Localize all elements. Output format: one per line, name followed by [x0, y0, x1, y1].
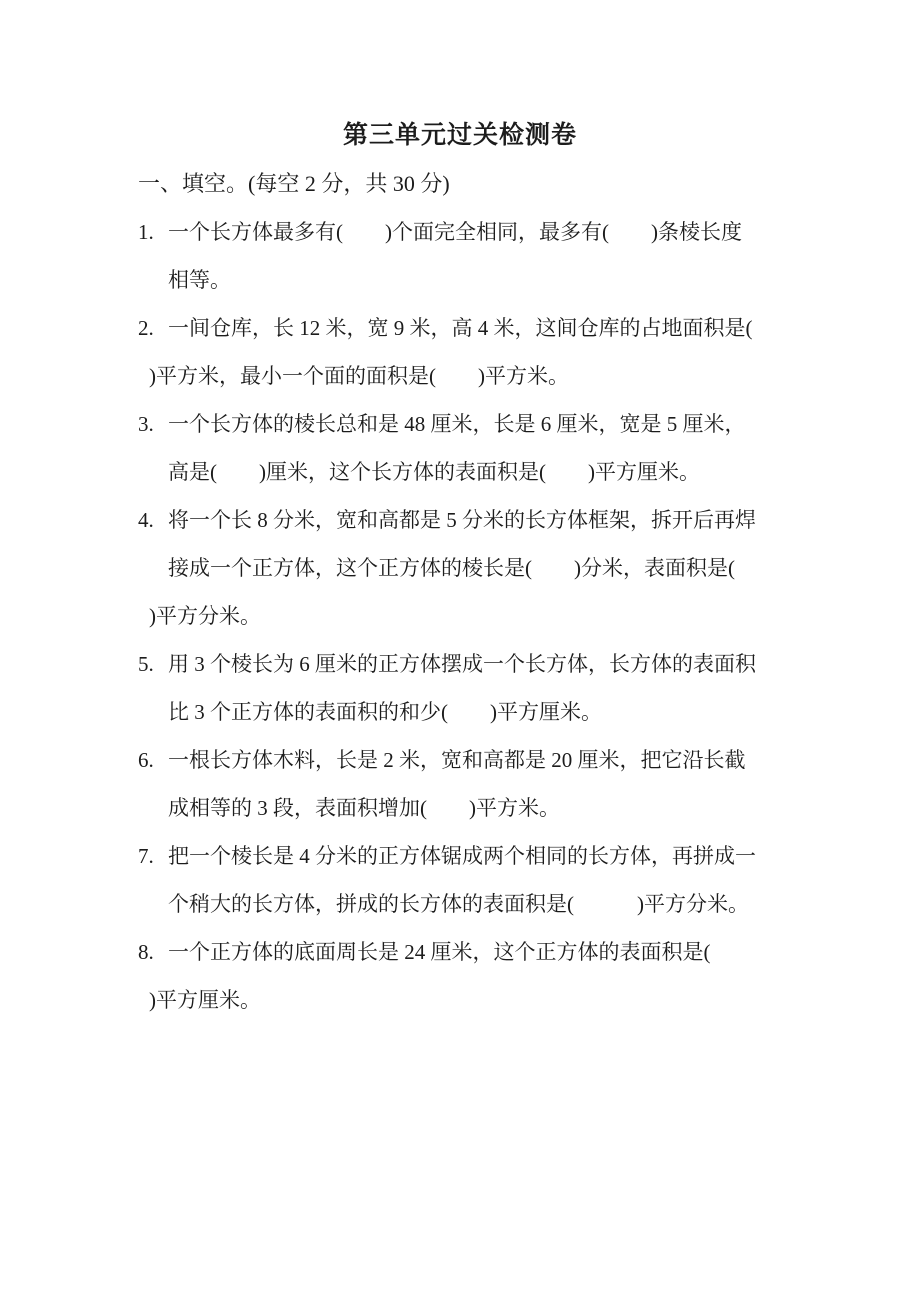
question-4: [138, 496, 828, 640]
question-text: 一个正方体的底面周长是 24 厘米，这个正方体的表面积是(: [168, 940, 711, 964]
question-number: 2.: [138, 316, 154, 340]
question-3: [138, 400, 828, 496]
question-text: 相等。: [168, 268, 231, 292]
question-1: [138, 208, 828, 304]
question-number: 1.: [138, 220, 154, 244]
question-number: 5.: [138, 652, 154, 676]
question-text: 把一个棱长是 4 分米的正方体锯成两个相同的长方体，再拼成一: [168, 844, 756, 868]
question-number: 6.: [138, 748, 154, 772]
question-line: [138, 496, 828, 544]
question-text: 将一个长 8 分米，宽和高都是 5 分米的长方体框架，拆开后再焊: [168, 508, 756, 532]
question-line: [138, 400, 828, 448]
question-text: 比 3 个正方体的表面积的和少( )平方厘米。: [168, 700, 602, 724]
question-number: 7.: [138, 844, 154, 868]
question-line: [138, 304, 828, 352]
question-number: 8.: [138, 940, 154, 964]
question-line: [138, 640, 828, 688]
question-number: 3.: [138, 412, 154, 436]
question-text: 成相等的 3 段，表面积增加( )平方米。: [168, 796, 560, 820]
question-number: 4.: [138, 508, 154, 532]
question-text: 高是( )厘米，这个长方体的表面积是( )平方厘米。: [168, 460, 700, 484]
question-text: )平方米，最小一个面的面积是( )平方米。: [149, 364, 569, 388]
question-text: 一个长方体的棱长总和是 48 厘米，长是 6 厘米，宽是 5 厘米，: [168, 412, 746, 436]
question-text: )平方分米。: [149, 604, 261, 628]
question-text: 用 3 个棱长为 6 厘米的正方体摆成一个长方体，长方体的表面积: [168, 652, 756, 676]
question-text: )平方厘米。: [149, 988, 261, 1012]
page-title: 第三单元过关检测卷: [342, 122, 577, 149]
question-text: 个稍大的长方体，拼成的长方体的表面积是( )平方分米。: [168, 892, 749, 916]
question-8: [138, 928, 828, 1024]
question-text: 一间仓库，长 12 米，宽 9 米，高 4 米，这间仓库的占地面积是(: [168, 316, 753, 340]
question-6: [138, 736, 828, 832]
section-heading: 一、填空。(每空 2 分，共 30 分): [138, 171, 450, 196]
question-text: 一根长方体木料，长是 2 米，宽和高都是 20 厘米，把它沿长截: [168, 748, 746, 772]
question-5: [138, 640, 828, 736]
question-7: [138, 832, 828, 928]
question-text: 接成一个正方体，这个正方体的棱长是( )分米，表面积是(: [168, 556, 735, 580]
question-line: [138, 832, 828, 880]
question-line: [138, 208, 828, 256]
question-text: 一个长方体最多有( )个面完全相同，最多有( )条棱长度: [168, 220, 742, 244]
question-2: [138, 304, 828, 400]
question-line: [138, 928, 828, 976]
question-line: [138, 736, 828, 784]
